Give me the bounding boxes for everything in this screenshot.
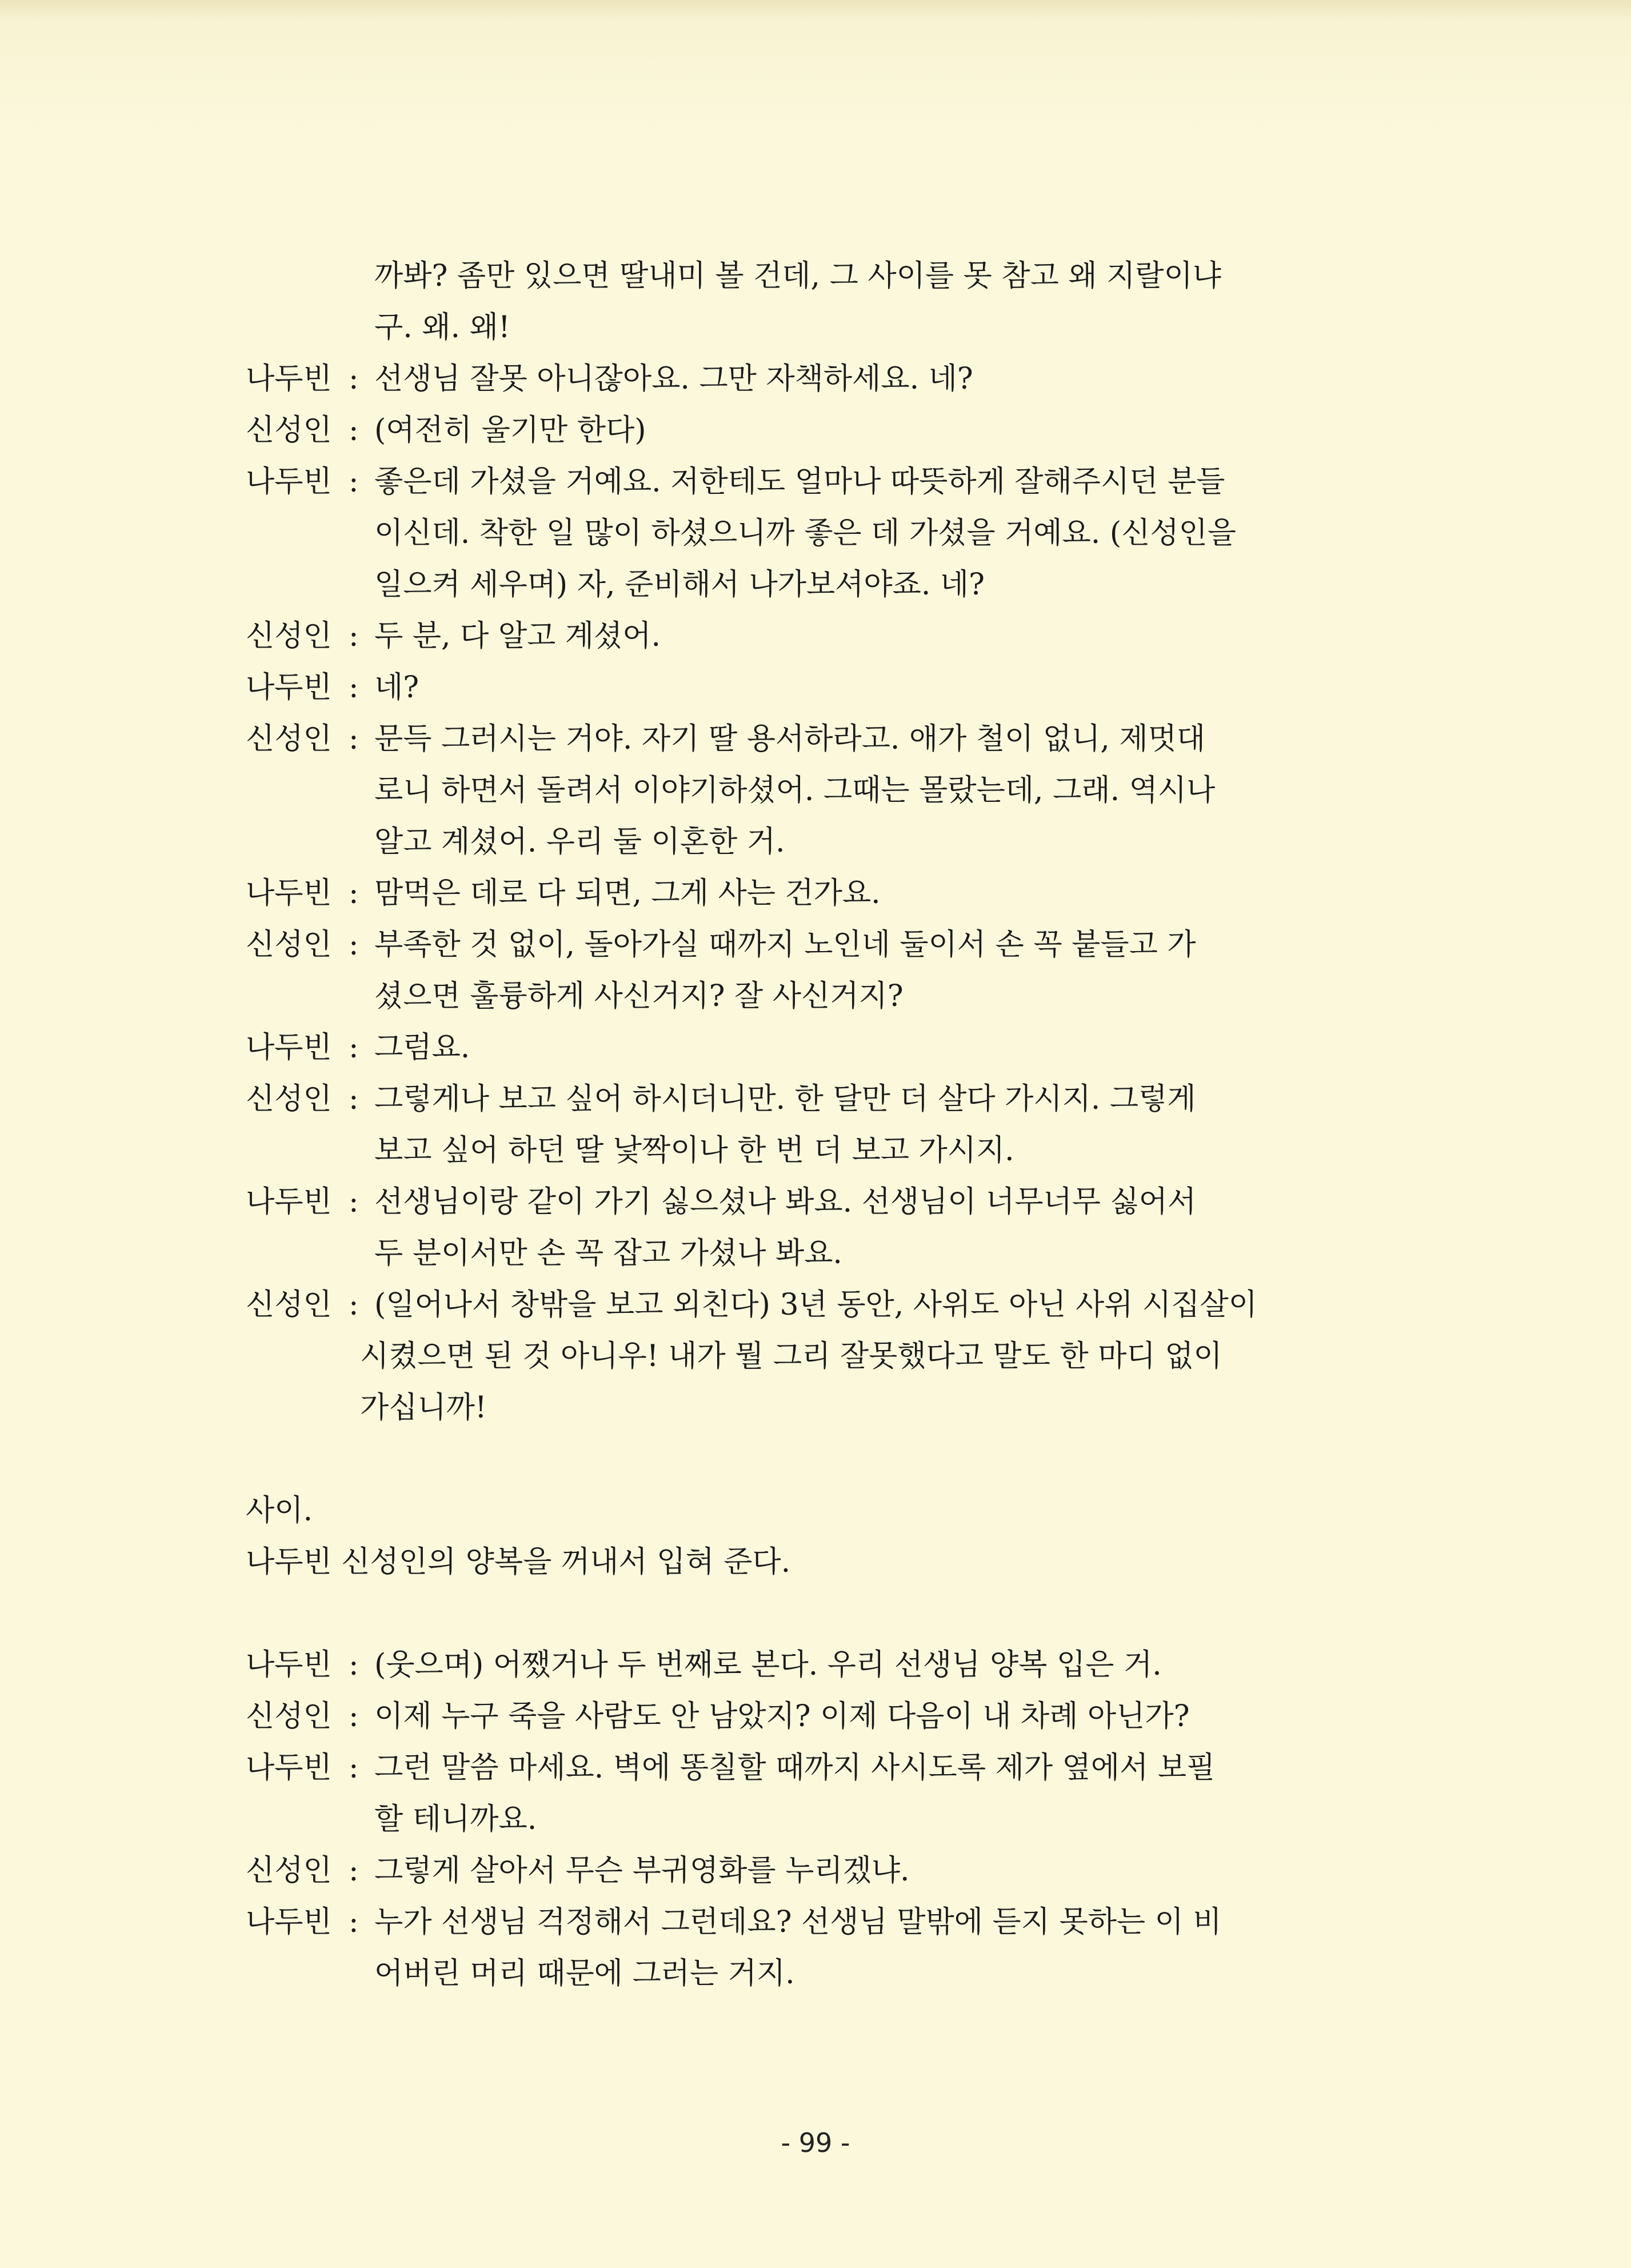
speaker-name: 신성인 [246,619,332,653]
dialogue-text: 선생님이랑 같이 가기 싫으셨나 봐요. 선생님이 너무너무 싫어서 [374,1185,1197,1219]
dialogue-text: 네? [374,670,419,705]
stage-direction-text: 사이. [246,1494,313,1528]
speaker-colon: : [349,876,359,911]
dialogue-line [246,456,1400,508]
dialogue-text: (여전히 울기만 한다) [374,413,646,448]
continuation-text: 시켰으면 된 것 아니우! 내가 뭘 그리 잘못했다고 말도 한 마디 없이 [360,1339,1222,1373]
speaker-colon: : [349,722,359,756]
speaker-name: 신성인 [246,1699,332,1734]
dialogue-text: 그럼요. [374,1031,470,1065]
dialogue-text: 문득 그러시는 거야. 자기 딸 용서하라고. 애가 철이 없니, 제멋대 [374,722,1206,756]
speaker-colon: : [349,413,359,448]
speaker-colon: : [349,619,359,653]
continuation-line [246,302,1400,353]
stage-direction [246,1485,1400,1536]
dialogue-text: 그렇게나 보고 싶어 하시더니만. 한 달만 더 살다 가시지. 그렇게 [374,1082,1196,1116]
dialogue-line [246,868,1400,919]
continuation-text: 구. 왜. 왜! [374,310,510,345]
dialogue-line [246,610,1400,662]
continuation-text: 보고 싶어 하던 딸 낯짝이나 한 번 더 보고 가시지. [374,1133,1014,1168]
dialogue-line [246,713,1400,765]
continuation-text: 일으켜 세우며) 자, 준비해서 나가보셔야죠. 네? [374,568,985,602]
dialogue-line [246,1691,1400,1742]
continuation-line [246,816,1400,868]
speaker-colon: : [349,1185,359,1219]
speaker-name: 나두빈 [246,1031,332,1065]
speaker-name: 나두빈 [246,465,332,499]
continuation-line [246,1125,1400,1176]
continuation-line [246,508,1400,559]
dialogue-text: 그런 말씀 마세요. 벽에 똥칠할 때까지 사시도록 제가 옆에서 보필 [374,1751,1216,1785]
speaker-colon: : [349,1854,359,1888]
dialogue-text: 부족한 것 없이, 돌아가실 때까지 노인네 둘이서 손 꼭 붙들고 가 [374,928,1196,962]
speaker-name: 신성인 [246,722,332,756]
continuation-line [246,250,1400,302]
speaker-colon: : [349,1082,359,1116]
speaker-colon: : [349,1031,359,1065]
dialogue-line [246,1896,1400,1948]
continuation-text: 두 분이서만 손 꼭 잡고 가셨나 봐요. [374,1236,842,1271]
dialogue-line [246,353,1400,405]
speaker-name: 나두빈 [246,876,332,911]
speaker-colon: : [349,670,359,705]
continuation-text: 셨으면 훌륭하게 사신거지? 잘 사신거지? [374,979,904,1013]
dialogue-line [246,1279,1400,1331]
dialogue-line [246,1639,1400,1691]
speaker-name: 나두빈 [246,1905,332,1939]
stage-direction-text: 나두빈 신성인의 양복을 꺼내서 입혀 준다. [246,1545,791,1579]
speaker-name: 나두빈 [246,362,332,396]
continuation-text: 어버린 머리 때문에 그러는 거지. [374,1956,795,1991]
continuation-text: 까봐? 좀만 있으면 딸내미 볼 건데, 그 사이를 못 참고 왜 지랄이냐 [374,259,1222,293]
continuation-line [246,1948,1400,1999]
script-body [246,250,1400,1999]
speaker-name: 나두빈 [246,1751,332,1785]
blank-line [246,1588,1400,1639]
blank-line [246,1434,1400,1485]
dialogue-text: 선생님 잘못 아니잖아요. 그만 자책하세요. 네? [374,362,973,396]
speaker-name: 신성인 [246,413,332,448]
continuation-line [246,971,1400,1022]
continuation-text: 로니 하면서 돌려서 이야기하셨어. 그때는 몰랐는데, 그래. 역시나 [374,773,1216,808]
continuation-line [246,559,1400,610]
dialogue-text: 그렇게 살아서 무슨 부귀영화를 누리겠냐. [374,1854,910,1888]
continuation-line [246,765,1400,816]
continuation-text: 알고 계셨어. 우리 둘 이혼한 거. [374,825,785,859]
speaker-colon: : [349,1288,359,1322]
speaker-colon: : [349,928,359,962]
speaker-colon: : [349,1648,359,1682]
speaker-name: 나두빈 [246,1185,332,1219]
speaker-name: 신성인 [246,1082,332,1116]
dialogue-text: 좋은데 가셨을 거예요. 저한테도 얼마나 따뜻하게 잘해주시던 분들 [374,465,1225,499]
page-number: - 99 - [781,2127,850,2158]
dialogue-line [246,1742,1400,1794]
continuation-text: 할 테니까요. [374,1802,537,1836]
speaker-colon: : [349,1751,359,1785]
dialogue-line [246,919,1400,971]
continuation-line [246,1228,1400,1279]
dialogue-line [246,1073,1400,1125]
continuation-text: 이신데. 착한 일 많이 하셨으니까 좋은 데 가셨을 거예요. (신성인을 [374,516,1237,550]
dialogue-line [246,405,1400,456]
speaker-colon: : [349,1905,359,1939]
dialogue-text: 두 분, 다 알고 계셨어. [374,619,661,653]
dialogue-line [246,662,1400,713]
speaker-name: 신성인 [246,1288,332,1322]
speaker-colon: : [349,465,359,499]
speaker-name: 신성인 [246,928,332,962]
dialogue-line [246,1845,1400,1896]
continuation-line [246,1794,1400,1845]
continuation-line [246,1331,1400,1382]
speaker-colon: : [349,1699,359,1734]
paper-top-edge [0,0,1631,21]
dialogue-line [246,1176,1400,1228]
stage-direction [246,1536,1400,1588]
dialogue-text: (일어나서 창밖을 보고 외친다) 3년 동안, 사위도 아닌 사위 시집살이 [374,1288,1257,1322]
speaker-name: 신성인 [246,1854,332,1888]
dialogue-text: 맘먹은 데로 다 되면, 그게 사는 건가요. [374,876,881,911]
dialogue-text: (웃으며) 어쨌거나 두 번째로 본다. 우리 선생님 양복 입은 거. [374,1648,1162,1682]
dialogue-line [246,1022,1400,1073]
continuation-line [246,1382,1400,1434]
continuation-text: 가십니까! [360,1391,487,1425]
dialogue-text: 누가 선생님 걱정해서 그런데요? 선생님 말밖에 듣지 못하는 이 비 [374,1905,1222,1939]
dialogue-text: 이제 누구 죽을 사람도 안 남았지? 이제 다음이 내 차례 아닌가? [374,1699,1190,1734]
speaker-name: 나두빈 [246,670,332,705]
speaker-colon: : [349,362,359,396]
speaker-name: 나두빈 [246,1648,332,1682]
